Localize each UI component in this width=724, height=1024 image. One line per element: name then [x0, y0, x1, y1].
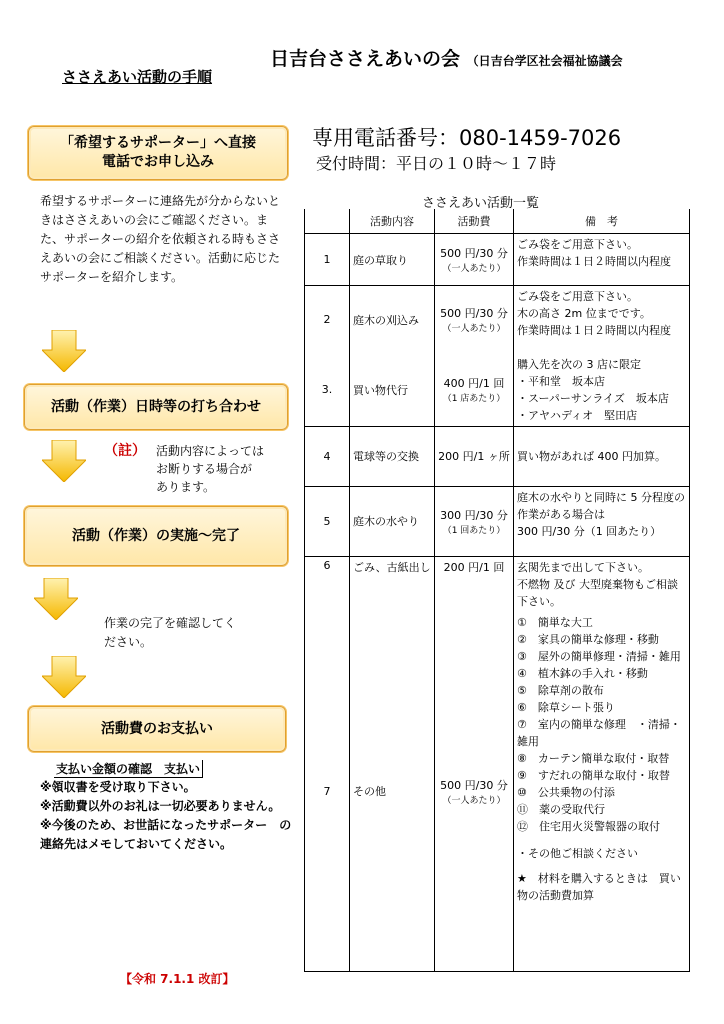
payment-note: ※活動費以外のお礼は一切必要ありません。 — [40, 799, 281, 813]
row-content: 買い物代行 — [350, 354, 435, 427]
row-no: 4 — [305, 426, 350, 486]
row-no: 6 — [305, 556, 350, 612]
note-line: ・平和堂 坂本店 — [517, 374, 605, 388]
fee: 400 円/1 回 — [443, 377, 505, 390]
note-line: ④ 植木鉢の手入れ・移動 — [517, 666, 648, 680]
row-no: 7 — [305, 612, 350, 972]
step-schedule-box: 活動（作業）日時等の打ち合わせ — [24, 384, 288, 430]
org-name: 日吉台ささえあいの会 — [270, 48, 461, 70]
down-arrow-icon — [34, 578, 78, 620]
note-line: ・その他ご相談ください — [517, 846, 638, 860]
note-text: 活動内容によっては お断りする場合が あります。 — [156, 444, 265, 494]
revision-note: 【令和 7.1.1 改訂】 — [120, 972, 235, 986]
reception-hours: 受付時間：平日の１０時～１７時 — [316, 154, 557, 173]
note-line: ③ 屋外の簡単修理・清掃・雑用 — [517, 649, 681, 663]
table-row — [305, 354, 690, 427]
row-no: 5 — [305, 486, 350, 556]
row-content: 庭木の刈込み — [350, 286, 435, 354]
note-line: 庭木の水やりと同時に 5 分程度の作業がある場合は — [517, 490, 685, 521]
note-line: ⑦ 室内の簡単な修理 ・清掃・雑用 — [517, 717, 681, 748]
note-line — [517, 835, 686, 845]
note-line: 300 円/30 分（1 回あたり） — [517, 524, 662, 538]
note-line: ⑩ 公共乗物の付添 — [517, 785, 615, 799]
down-arrow-icon — [42, 330, 86, 372]
fee: 200 円/1 ヶ所 — [438, 450, 510, 463]
note-line: ⑤ 除草剤の散布 — [517, 683, 604, 697]
step-execute-box: 活動（作業）の実施～完了 — [24, 506, 288, 566]
step3-description: 作業の完了を確認してく ださい。 — [104, 616, 237, 649]
row-content: 電球等の交換 — [350, 426, 435, 486]
note-line: 購入先を次の 3 店に限定 — [517, 357, 641, 371]
payment-note: ※今後のため、お世話になったサポーター の連絡先はメモしておいてください。 — [40, 818, 292, 851]
down-arrow-icon — [42, 440, 86, 482]
note-line: ★ 材料を購入するときは 買い物の活動費加算 — [517, 871, 681, 902]
row-fee — [435, 612, 514, 972]
row-content: 庭の草取り — [350, 234, 435, 286]
step-apply-box: 「希望するサポーター」へ直接 電話でお申し込み — [28, 126, 288, 180]
page-title — [270, 44, 623, 71]
note-line: ⑫ 住宅用火災警報器の取付 — [517, 819, 660, 833]
row-fee — [435, 486, 514, 556]
note-line: ⑧ カーテン簡単な取付・取替 — [517, 751, 670, 765]
header-fee: 活動費 — [435, 209, 514, 234]
table-row — [305, 486, 690, 556]
table-row — [305, 556, 690, 612]
note-line: ⑥ 除草シート張り — [517, 700, 615, 714]
table-title: ささえあい活動一覧 — [422, 196, 540, 211]
row-notes — [514, 354, 690, 427]
step-payment-box: 活動費のお支払い — [28, 706, 286, 752]
phone-number: 専用電話番号：080-1459-7026 — [312, 126, 622, 150]
row-content: 庭木の水やり — [350, 486, 435, 556]
table-row — [305, 234, 690, 286]
row-content: その他 — [350, 612, 435, 972]
fee-sub: （一人あたり） — [442, 264, 506, 274]
note-line: ⑪ 薬の受取代行 — [517, 802, 605, 816]
row-content: ごみ、古紙出し — [350, 556, 435, 612]
fee: 500 円/30 分 — [440, 247, 508, 260]
note-line — [517, 862, 686, 870]
note-line: 作業時間は１日２時間以内程度 — [517, 324, 671, 337]
note-mark: （註） — [104, 443, 146, 459]
note-line: ごみ袋をご用意下さい。 — [517, 290, 638, 303]
note-line: ・アヤハディオ 堅田店 — [517, 408, 638, 422]
note-line: 不燃物 及び 大型廃棄物もご相談下さい。 — [517, 577, 678, 608]
header-notes: 備 考 — [514, 209, 690, 234]
fee-sub: （一人あたり） — [442, 795, 506, 806]
fee: 300 円/30 分 — [440, 508, 508, 522]
note-line: ・スーパーサンライズ 坂本店 — [517, 391, 669, 405]
down-arrow-icon — [42, 656, 86, 698]
procedure-title: ささえあい活動の手順 — [62, 68, 213, 86]
row-no: 1 — [305, 234, 350, 286]
row-notes — [514, 612, 690, 972]
fee-sub: （1 回あたり） — [442, 525, 506, 536]
row-no: 3. — [305, 354, 350, 427]
row-notes — [514, 426, 690, 486]
row-notes — [514, 286, 690, 354]
payment-note: ※領収書を受け取り下さい。 — [40, 780, 196, 794]
org-subtitle: （日吉台学区社会福祉協議会 — [466, 54, 623, 68]
fee: 500 円/30 分 — [440, 778, 508, 792]
note-line: 作業時間は１日２時間以内程度 — [517, 255, 671, 268]
fee-sub: （1 店あたり） — [442, 394, 506, 404]
row-notes — [514, 556, 690, 612]
table-row — [305, 612, 690, 972]
fee: 200 円/1 回 — [443, 560, 505, 574]
note-line: ① 簡単な大工 — [517, 615, 593, 629]
row-fee — [435, 234, 514, 286]
fee-sub: （一人あたり） — [442, 324, 506, 335]
row-fee — [435, 354, 514, 427]
row-fee — [435, 286, 514, 354]
table-row — [305, 286, 690, 354]
note-line: ごみ袋をご用意下さい。 — [517, 238, 638, 251]
payment-heading: 支払い金額の確認 支払い — [54, 760, 203, 778]
header-no — [305, 209, 350, 234]
table-row — [305, 426, 690, 486]
table-header-row — [305, 209, 690, 234]
row-fee — [435, 426, 514, 486]
note-line: 木の高さ 2m 位までです。 — [517, 307, 651, 320]
note-line: ⑨ すだれの簡単な取付・取替 — [517, 768, 670, 782]
note-line: 買い物があれば 400 円加算。 — [517, 449, 666, 463]
step1-description: 希望するサポーターに連絡先が分からないときはささえあいの会にご確認ください。また、サポーターの紹介を依頼される時もささえあいの会にご相談ください。活動に応じたサポーターを紹介します。 — [40, 194, 281, 284]
note-line: 玄関先まで出して下さい。 — [517, 560, 649, 574]
row-no: 2 — [305, 286, 350, 354]
activity-table — [304, 209, 690, 972]
payment-notes — [40, 778, 292, 854]
fee: 500 円/30 分 — [440, 307, 508, 321]
row-notes — [514, 234, 690, 286]
header-content: 活動内容 — [350, 209, 435, 234]
row-fee — [435, 556, 514, 612]
note-line: ② 家具の簡単な修理・移動 — [517, 632, 659, 646]
row-notes — [514, 486, 690, 556]
